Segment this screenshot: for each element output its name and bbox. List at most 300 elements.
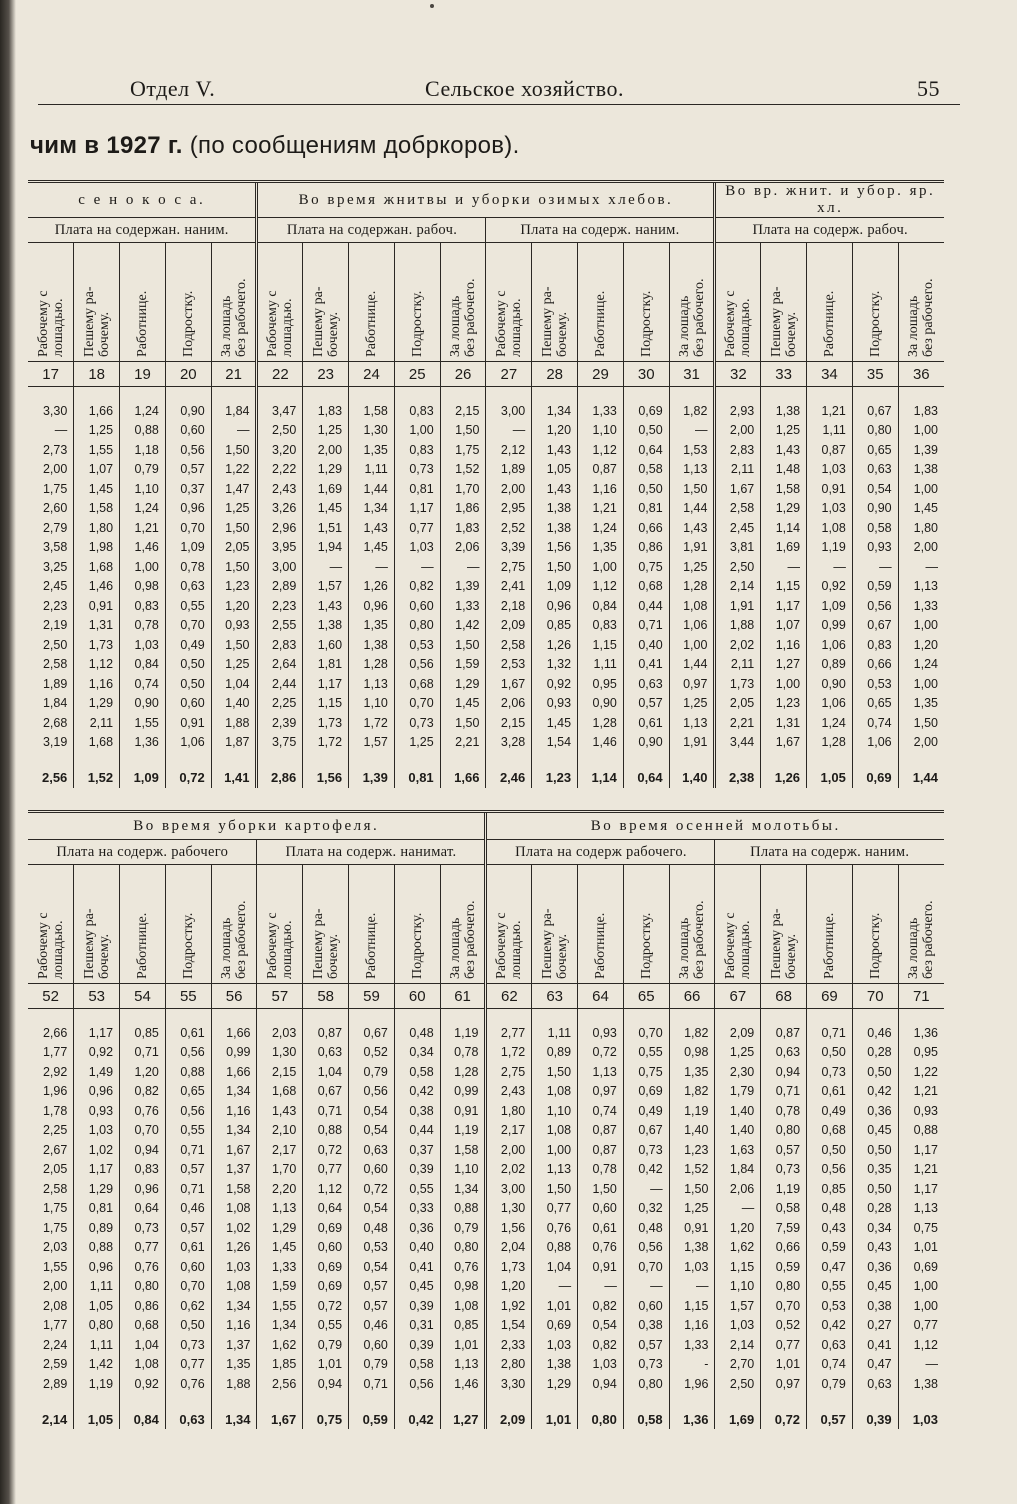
table-cell: 0,67 <box>623 1121 669 1141</box>
table-cell: 1,77 <box>42 1318 68 1333</box>
table-cell: 1,38 <box>669 1238 715 1258</box>
table-cell: 2,56 <box>257 1374 303 1394</box>
table-cell: 1,88 <box>211 713 257 733</box>
column-label: Подростку. <box>638 290 654 357</box>
column-label-cell <box>715 243 761 362</box>
table-cell: 0,73 <box>394 713 440 733</box>
table-cell: 1,11 <box>74 1335 120 1355</box>
table-cell: 0,68 <box>120 1316 166 1336</box>
table-cell: 0,36 <box>852 1101 898 1121</box>
table-row <box>28 1218 944 1238</box>
table-cell: — <box>807 557 853 577</box>
table-cell: 1,15 <box>578 635 624 655</box>
table-cell: 1,88 <box>211 1374 257 1394</box>
table-cell: — <box>54 423 68 438</box>
table-cell: 0,87 <box>303 1009 349 1043</box>
table-cell: 1,29 <box>440 674 486 694</box>
average-cell: 1,26 <box>761 752 807 788</box>
table-cell: 1,53 <box>669 440 715 460</box>
column-number: 30 <box>623 362 669 387</box>
table-cell: 3,26 <box>257 499 303 519</box>
table-cell: 2,09 <box>486 616 532 636</box>
column-label: За лошадь без рабочего. <box>677 900 708 979</box>
table-cell: 1,34 <box>532 387 578 421</box>
table-cell: 1,54 <box>486 1316 532 1336</box>
column-number: 70 <box>852 984 898 1009</box>
table-cell: 2,79 <box>42 520 68 535</box>
table-cell: 2,06 <box>440 538 486 558</box>
table-cell: 0,99 <box>807 616 853 636</box>
table-row <box>28 1335 944 1355</box>
column-label-cell <box>486 243 532 362</box>
table-cell: 1,44 <box>669 499 715 519</box>
table-cell: 1,09 <box>165 538 211 558</box>
table-row <box>28 1101 944 1121</box>
table-cell: 0,79 <box>440 1218 486 1238</box>
table-cell: 0,58 <box>852 518 898 538</box>
table-row <box>28 1121 944 1141</box>
table-row <box>28 460 944 480</box>
table-cell: 2,00 <box>715 421 761 441</box>
table-cell: 1,37 <box>211 1335 257 1355</box>
table-cell: 1,31 <box>761 713 807 733</box>
table-cell: 1,58 <box>211 1179 257 1199</box>
table-cell: 1,00 <box>898 1277 944 1297</box>
column-label-cell <box>120 865 166 984</box>
table-cell: 1,45 <box>349 538 395 558</box>
column-number: 59 <box>349 984 395 1009</box>
column-number: 21 <box>211 362 257 387</box>
table-cell: 1,91 <box>715 596 761 616</box>
table-cell: 0,87 <box>578 1121 624 1141</box>
column-label-cell <box>807 865 853 984</box>
table-cell: 1,13 <box>440 1355 486 1375</box>
table-cell: 1,16 <box>578 479 624 499</box>
table-cell: 0,60 <box>165 694 211 714</box>
table-cell: 1,66 <box>211 1009 257 1043</box>
table-cell: 0,50 <box>165 1316 211 1336</box>
table-cell: 1,34 <box>211 1121 257 1141</box>
table-cell: 0,78 <box>120 616 166 636</box>
table-subtitle <box>30 132 520 160</box>
table-cell: 0,35 <box>852 1160 898 1180</box>
table-cell: 1,80 <box>486 1101 532 1121</box>
table-cell: 0,81 <box>74 1199 120 1219</box>
table-cell: 1,25 <box>761 421 807 441</box>
table-cell: 1,83 <box>898 387 944 421</box>
table-cell: 1,32 <box>532 655 578 675</box>
table-cell: 0,73 <box>623 1140 669 1160</box>
table-cell: 1,34 <box>349 499 395 519</box>
table-cell: 1,25 <box>211 655 257 675</box>
table-cell: 0,77 <box>120 1238 166 1258</box>
table-cell: 3,30 <box>486 1374 532 1394</box>
average-cell: 2,56 <box>41 770 68 786</box>
table-cell: 1,50 <box>211 557 257 577</box>
table-cell: 1,84 <box>211 387 257 421</box>
table-cell: 0,61 <box>165 1238 211 1258</box>
table-cell: 0,70 <box>165 518 211 538</box>
column-label-cell <box>578 865 624 984</box>
table-cell: 0,50 <box>852 1140 898 1160</box>
table-cell: 1,01 <box>440 1335 486 1355</box>
table-cell: 1,70 <box>440 479 486 499</box>
subgroup-header: Плата на содержан. наним. <box>28 218 257 243</box>
table-cell: 0,54 <box>349 1199 395 1219</box>
table-cell: 1,29 <box>74 1179 120 1199</box>
wage-table-potato-threshing <box>28 810 944 1429</box>
column-label-cell <box>349 243 395 362</box>
table-cell: 0,99 <box>440 1082 486 1102</box>
table-cell: 0,68 <box>807 1121 853 1141</box>
table-cell: 0,65 <box>852 694 898 714</box>
column-label-cell <box>211 865 257 984</box>
table-cell: 2,93 <box>715 387 761 421</box>
table-cell: — <box>898 1355 944 1375</box>
subgroup-header: Плата на содерж. наним. <box>715 840 944 865</box>
table-cell: 7,59 <box>761 1218 807 1238</box>
table-cell: 1,72 <box>303 733 349 753</box>
table-cell: 2,05 <box>42 1162 68 1177</box>
column-label-cell <box>28 243 74 362</box>
table-cell: 1,84 <box>715 1160 761 1180</box>
table-cell: 2,58 <box>42 657 68 672</box>
table-cell: 0,50 <box>623 479 669 499</box>
average-cell: 1,44 <box>898 752 944 788</box>
table-cell: 2,14 <box>715 577 761 597</box>
table-cell: 1,36 <box>898 1009 944 1043</box>
column-label-cell <box>394 243 440 362</box>
table-cell: 0,57 <box>623 694 669 714</box>
table-cell: 1,43 <box>349 518 395 538</box>
table-cell: 1,50 <box>440 713 486 733</box>
table-cell: 2,05 <box>715 694 761 714</box>
column-label-cell <box>120 243 166 362</box>
table-cell: 0,91 <box>669 1218 715 1238</box>
column-number: 61 <box>440 984 486 1009</box>
table-cell: 0,99 <box>211 1043 257 1063</box>
average-cell: 0,42 <box>394 1394 440 1430</box>
average-cell: 1,39 <box>349 752 395 788</box>
table-cell: 0,54 <box>349 1121 395 1141</box>
table-cell: 1,86 <box>440 499 486 519</box>
table-cell: 2,03 <box>42 1240 68 1255</box>
column-label: Работнице. <box>363 912 379 979</box>
table-cell: 1,43 <box>532 440 578 460</box>
table-cell: 3,30 <box>42 403 68 418</box>
column-number: 65 <box>623 984 669 1009</box>
table-row <box>28 1062 944 1082</box>
column-number: 67 <box>715 984 761 1009</box>
table-cell: 1,05 <box>532 460 578 480</box>
table-cell: 1,23 <box>761 694 807 714</box>
table-row <box>28 596 944 616</box>
table-cell: 1,50 <box>669 479 715 499</box>
table-cell: 1,21 <box>898 1160 944 1180</box>
table-cell: 1,10 <box>578 421 624 441</box>
table-cell: 2,89 <box>42 1376 68 1391</box>
average-cell: 0,69 <box>852 752 898 788</box>
column-label-cell <box>440 243 486 362</box>
table-cell: 0,79 <box>349 1355 395 1375</box>
table-cell: 1,55 <box>42 1259 68 1274</box>
column-label: Рабочему с лошадью. <box>722 912 753 979</box>
table-cell: 2,59 <box>42 1357 68 1372</box>
average-row <box>28 1394 944 1430</box>
table-cell: 0,60 <box>349 1160 395 1180</box>
table-cell: 0,67 <box>852 387 898 421</box>
table-cell: 1,67 <box>486 674 532 694</box>
table-cell: 1,50 <box>440 421 486 441</box>
table-cell: 1,19 <box>74 1374 120 1394</box>
table-cell: 2,17 <box>257 1140 303 1160</box>
table-cell: 2,58 <box>715 499 761 519</box>
table-cell: 1,35 <box>898 694 944 714</box>
table-cell: 3,58 <box>42 540 68 555</box>
table-cell: 1,47 <box>211 479 257 499</box>
table-cell: 0,57 <box>165 1160 211 1180</box>
table-cell: 1,24 <box>898 655 944 675</box>
table-cell: 2,50 <box>42 637 68 652</box>
table-cell: 0,56 <box>623 1238 669 1258</box>
table-cell: 0,79 <box>120 460 166 480</box>
table-cell: 1,06 <box>852 733 898 753</box>
table-cell: 0,95 <box>898 1043 944 1063</box>
table-cell: 1,25 <box>669 557 715 577</box>
table-cell: 2,08 <box>42 1298 68 1313</box>
table-row <box>28 655 944 675</box>
table-cell: 1,60 <box>303 635 349 655</box>
table-row <box>28 1238 944 1258</box>
table-cell: 0,71 <box>623 616 669 636</box>
table-cell: 1,67 <box>761 733 807 753</box>
column-number: 18 <box>74 362 120 387</box>
table-cell: 0,97 <box>761 1374 807 1394</box>
table-cell: 0,63 <box>623 674 669 694</box>
table-cell: 1,28 <box>440 1062 486 1082</box>
table-cell: 0,87 <box>578 460 624 480</box>
table-cell: 0,88 <box>440 1199 486 1219</box>
table-cell: 1,03 <box>532 1335 578 1355</box>
column-label-cell <box>440 865 486 984</box>
table-cell: 1,19 <box>669 1101 715 1121</box>
table-cell: 0,76 <box>120 1257 166 1277</box>
table-cell: 0,83 <box>578 616 624 636</box>
subgroup-header: Плата на содержан. рабоч. <box>257 218 486 243</box>
table-cell: 1,75 <box>42 481 68 496</box>
table-cell: 1,11 <box>349 460 395 480</box>
table-cell: 1,08 <box>440 1296 486 1316</box>
table-cell: 1,12 <box>898 1335 944 1355</box>
table-cell: 1,19 <box>440 1009 486 1043</box>
table-cell: 1,20 <box>211 596 257 616</box>
table-cell: 2,83 <box>257 635 303 655</box>
table-cell: 1,24 <box>578 518 624 538</box>
table-cell: 0,79 <box>303 1335 349 1355</box>
table-cell: 3,19 <box>42 735 68 750</box>
column-label: Работнице. <box>134 290 150 357</box>
table-cell: 1,17 <box>74 1009 120 1043</box>
table-cell: 1,03 <box>578 1355 624 1375</box>
column-label-cell <box>898 865 944 984</box>
table-cell: 0,79 <box>807 1374 853 1394</box>
table-cell: 1,00 <box>898 616 944 636</box>
table-cell: 2,73 <box>42 442 68 457</box>
table-cell: 2,04 <box>486 1238 532 1258</box>
table-cell: 0,60 <box>578 1199 624 1219</box>
table-cell: 0,27 <box>852 1316 898 1336</box>
average-cell: 1,52 <box>74 752 120 788</box>
table-cell: 1,57 <box>303 577 349 597</box>
table-cell: 0,93 <box>532 694 578 714</box>
table-cell: 1,30 <box>349 421 395 441</box>
table-cell: 0,45 <box>852 1121 898 1141</box>
table-cell: 1,50 <box>211 635 257 655</box>
table-cell: 1,17 <box>898 1179 944 1199</box>
table-cell: 2,06 <box>486 694 532 714</box>
table-cell: 1,13 <box>349 674 395 694</box>
column-label: За лошадь без рабочего. <box>448 278 479 357</box>
table-cell: 0,78 <box>761 1101 807 1121</box>
table-cell: 1,75 <box>42 1220 68 1235</box>
table-cell: 0,57 <box>165 460 211 480</box>
table-cell: 0,63 <box>349 1140 395 1160</box>
table-row <box>28 713 944 733</box>
table-cell: 1,69 <box>761 538 807 558</box>
table-cell: 0,85 <box>532 616 578 636</box>
section-title: Сельское хозяйство. <box>425 76 624 101</box>
table-cell: 1,13 <box>669 713 715 733</box>
table-row <box>28 1082 944 1102</box>
column-label-cell <box>303 243 349 362</box>
table-cell: 1,00 <box>898 479 944 499</box>
table-cell: 0,48 <box>394 1009 440 1043</box>
table-cell: 0,87 <box>807 440 853 460</box>
column-label: За лошадь без рабочего. <box>219 900 250 979</box>
table-cell: 1,34 <box>211 1296 257 1316</box>
average-cell: 1,36 <box>669 1394 715 1430</box>
table-cell: 2,50 <box>257 421 303 441</box>
table-cell: 0,84 <box>578 596 624 616</box>
table-cell: 1,50 <box>532 1062 578 1082</box>
table-cell: 0,69 <box>303 1257 349 1277</box>
table-cell: 2,33 <box>486 1335 532 1355</box>
table-cell: 0,58 <box>761 1199 807 1219</box>
column-label-cell <box>715 865 761 984</box>
table-cell: 1,72 <box>349 713 395 733</box>
table-cell: 0,53 <box>807 1296 853 1316</box>
table-cell: — <box>486 421 532 441</box>
table-cell: 1,89 <box>42 676 68 691</box>
table-cell: 1,12 <box>74 655 120 675</box>
table-cell: 0,60 <box>394 596 440 616</box>
table-cell: 1,50 <box>440 635 486 655</box>
table-cell: 0,96 <box>532 596 578 616</box>
table-cell: 2,21 <box>440 733 486 753</box>
table-cell: 0,53 <box>394 635 440 655</box>
subgroup-header: Плата на содерж. наним. <box>486 218 715 243</box>
table-cell: 0,55 <box>165 1121 211 1141</box>
column-number: 63 <box>532 984 578 1009</box>
table-cell: 0,54 <box>578 1316 624 1336</box>
table-cell: 0,71 <box>165 1140 211 1160</box>
table-cell: 0,71 <box>761 1082 807 1102</box>
table-cell: 1,00 <box>898 674 944 694</box>
table-cell: 1,31 <box>74 616 120 636</box>
column-label: Пешему ра- бочему. <box>768 286 799 357</box>
table-cell: 2,00 <box>42 1279 68 1294</box>
column-number: 36 <box>898 362 944 387</box>
average-cell: 0,59 <box>349 1394 395 1430</box>
table-cell: 2,68 <box>42 715 68 730</box>
average-cell: 1,05 <box>807 752 853 788</box>
table-cell: 1,69 <box>303 479 349 499</box>
wage-table-harvest <box>28 180 944 788</box>
table-cell: 0,77 <box>898 1316 944 1336</box>
column-label: Работнице. <box>363 290 379 357</box>
table-cell: 0,56 <box>165 1101 211 1121</box>
table-cell: 1,38 <box>532 499 578 519</box>
table-cell: 2,45 <box>715 518 761 538</box>
table-cell: 1,25 <box>74 421 120 441</box>
column-number: 57 <box>257 984 303 1009</box>
table-cell: 2,00 <box>486 1140 532 1160</box>
column-label: За лошадь без рабочего. <box>447 900 478 979</box>
table-cell: 1,21 <box>898 1082 944 1102</box>
subgroup-header: Плата на содерж. рабоч. <box>715 218 944 243</box>
table-cell: 1,00 <box>578 557 624 577</box>
table-cell: 1,35 <box>669 1062 715 1082</box>
table-cell: 1,80 <box>74 518 120 538</box>
table-cell: 0,64 <box>120 1199 166 1219</box>
table-row <box>28 1009 944 1043</box>
column-label: Рабочему с лошадью. <box>35 912 66 979</box>
subgroup-header: Плата на содерж. нанимат. <box>257 840 486 865</box>
table-cell: 0,80 <box>440 1238 486 1258</box>
table-cell: 1,20 <box>120 1062 166 1082</box>
table-cell: 1,40 <box>715 1101 761 1121</box>
table-cell: 0,54 <box>852 479 898 499</box>
table-cell: 1,44 <box>349 479 395 499</box>
column-label: Работнице. <box>821 290 837 357</box>
column-label: Подростку. <box>867 290 883 357</box>
column-label: Пешему ра- бочему. <box>310 908 341 979</box>
table-cell: 1,63 <box>715 1140 761 1160</box>
table-cell: 1,83 <box>440 518 486 538</box>
table-cell: 0,56 <box>852 596 898 616</box>
table-cell: 1,24 <box>120 387 166 421</box>
table-cell: 0,40 <box>623 635 669 655</box>
table-cell: 1,23 <box>669 1140 715 1160</box>
table-cell: 2,60 <box>42 501 68 516</box>
table-cell: 1,03 <box>715 1316 761 1336</box>
table-cell: 1,25 <box>211 499 257 519</box>
table-cell: 0,80 <box>761 1277 807 1297</box>
table-cell: 0,63 <box>852 1374 898 1394</box>
table-cell: 1,28 <box>578 713 624 733</box>
table-cell: 0,73 <box>165 1335 211 1355</box>
table-cell: 1,82 <box>669 387 715 421</box>
table-cell: 0,52 <box>349 1043 395 1063</box>
table-cell: 2,05 <box>211 538 257 558</box>
table-cell: 0,69 <box>623 1082 669 1102</box>
table-cell: 0,60 <box>623 1296 669 1316</box>
table-cell: 2,58 <box>42 1181 68 1196</box>
table-cell: 1,38 <box>898 1374 944 1394</box>
table-cell: 1,08 <box>807 518 853 538</box>
column-number: 28 <box>532 362 578 387</box>
table-cell: 0,88 <box>303 1121 349 1141</box>
